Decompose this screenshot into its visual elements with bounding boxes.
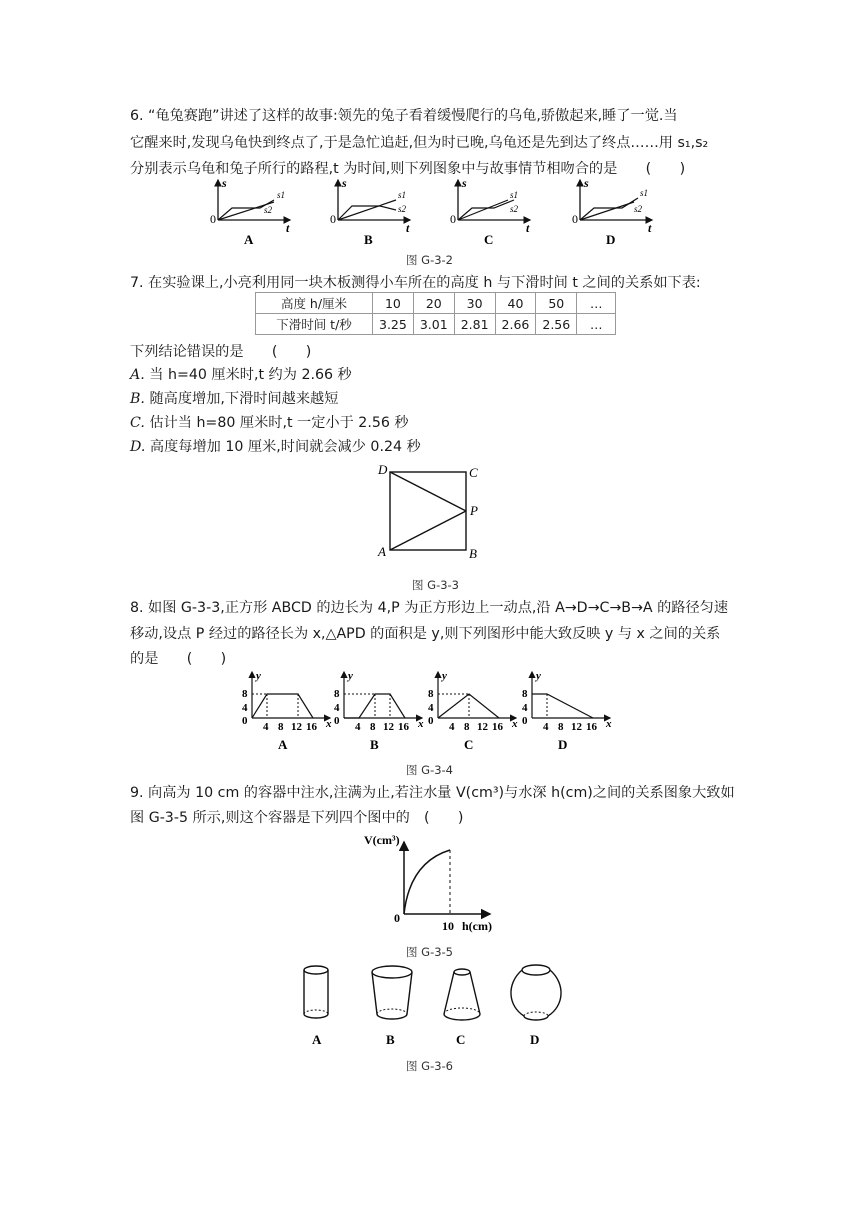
q6-c-origin: 0 xyxy=(450,212,456,226)
q6-b-s2: s2 xyxy=(398,204,407,214)
q8-line-1: 8. 如图 G-3-3,正方形 ABCD 的边长为 4,P 为正方形边上一动点,沿 A→D→C→B→A 的路径匀速 xyxy=(130,600,729,616)
q8-a-label: A xyxy=(278,737,288,752)
table-cell: 下滑时间 t/秒 xyxy=(256,314,373,335)
q6-d-axis-x: t xyxy=(648,221,652,235)
container-a xyxy=(304,966,328,1047)
vertex-p: P xyxy=(470,503,478,518)
svg-text:4: 4 xyxy=(522,702,528,714)
q6-line-1: 6. “龟兔赛跑”讲述了这样的故事:领先的兔子看着缓慢爬行的乌龟,骄傲起来,睡了一觉.当 xyxy=(130,108,678,124)
svg-text:C: C xyxy=(456,1032,466,1047)
table-cell: 2.66 xyxy=(495,314,536,335)
svg-text:12: 12 xyxy=(477,721,488,733)
svg-text:4: 4 xyxy=(543,721,549,733)
svg-text:y: y xyxy=(256,670,261,682)
svg-text:x: x xyxy=(326,718,332,730)
svg-text:y: y xyxy=(536,670,541,682)
table-cell: 3.01 xyxy=(413,314,454,335)
svg-text:x: x xyxy=(606,718,612,730)
q6-graph-c xyxy=(450,176,530,247)
table-cell: 20 xyxy=(413,293,454,314)
q6-c-axis-x: t xyxy=(526,221,530,235)
q6-b-axis-x: t xyxy=(406,221,410,235)
svg-text:8: 8 xyxy=(558,721,564,733)
svg-text:8: 8 xyxy=(370,721,376,733)
svg-text:16: 16 xyxy=(306,721,317,733)
table-cell: 40 xyxy=(495,293,536,314)
q6-line-2: 它醒来时,发现乌龟快到终点了,于是急忙追赶,但为时已晚,乌龟还是先到达了终点……用 s₁,s₂ xyxy=(130,135,709,151)
q8-graph-c xyxy=(428,670,518,752)
table-cell: 10 xyxy=(373,293,414,314)
table-cell: 2.56 xyxy=(536,314,577,335)
q8-graph-a xyxy=(242,670,332,752)
square-figure xyxy=(372,462,488,562)
q6-graphs xyxy=(200,176,740,248)
svg-text:0: 0 xyxy=(522,715,528,727)
q8-line-2: 移动,设点 P 经过的路径长为 x,△APD 的面积是 y,则下列图形中能大致反映 y 与 x 之间的关系 xyxy=(130,626,721,642)
q6-b-label: B xyxy=(364,232,373,247)
q7-table xyxy=(255,292,616,335)
svg-text:16: 16 xyxy=(586,721,597,733)
svg-text:0: 0 xyxy=(242,715,248,727)
q9-containers xyxy=(290,962,580,1052)
q6-graph-d xyxy=(572,176,652,247)
table-cell: 3.25 xyxy=(373,314,414,335)
svg-text:8: 8 xyxy=(334,688,340,700)
q9-line-1: 9. 向高为 10 cm 的容器中注水,注满为止,若注水量 V(cm³)与水深 h(cm)之间的关系图象大致如 xyxy=(130,785,735,801)
svg-text:4: 4 xyxy=(263,721,269,733)
q7-option-b: B. 随高度增加,下滑时间越来越短 xyxy=(130,391,339,407)
q6-graph-a xyxy=(210,176,290,247)
q9-caption-2: 图 G-3-6 xyxy=(406,1059,453,1073)
svg-text:0: 0 xyxy=(428,715,434,727)
svg-text:8: 8 xyxy=(522,688,528,700)
svg-text:16: 16 xyxy=(398,721,409,733)
svg-text:12: 12 xyxy=(291,721,302,733)
q9-line-2: 图 G-3-5 所示,则这个容器是下列四个图中的 ( ) xyxy=(130,810,464,826)
q6-a-axis-y: s xyxy=(222,176,227,190)
q6-a-origin: 0 xyxy=(210,212,216,226)
table-row xyxy=(256,293,616,314)
q6-d-s1: s1 xyxy=(640,188,649,198)
q6-d-axis-y: s xyxy=(584,176,589,190)
table-cell: … xyxy=(577,293,616,314)
q6-d-s2: s2 xyxy=(634,204,643,214)
q7-prompt: 下列结论错误的是 ( ) xyxy=(130,344,312,360)
table-cell: 50 xyxy=(536,293,577,314)
container-b xyxy=(372,966,412,1047)
q7-option-a: A. 当 h=40 厘米时,t 约为 2.66 秒 xyxy=(130,367,352,383)
q6-c-axis-y: s xyxy=(462,176,467,190)
q8-graph-b xyxy=(334,670,424,752)
q6-line-3: 分别表示乌龟和兔子所行的路程,t 为时间,则下列图象中与故事情节相吻合的是 ( ) xyxy=(130,161,686,177)
q8-b-label: B xyxy=(370,737,379,752)
table-cell: 高度 h/厘米 xyxy=(256,293,373,314)
svg-text:16: 16 xyxy=(492,721,503,733)
svg-text:8: 8 xyxy=(464,721,470,733)
svg-text:y: y xyxy=(442,670,447,682)
q7-option-c: C. 估计当 h=80 厘米时,t 一定小于 2.56 秒 xyxy=(130,415,409,431)
svg-text:4: 4 xyxy=(242,702,248,714)
table-cell: … xyxy=(577,314,616,335)
svg-text:8: 8 xyxy=(278,721,284,733)
svg-text:4: 4 xyxy=(449,721,455,733)
q9-origin: 0 xyxy=(394,911,400,925)
q8-d-label: D xyxy=(558,737,568,752)
q6-b-origin: 0 xyxy=(330,212,336,226)
svg-text:y: y xyxy=(348,670,353,682)
svg-text:4: 4 xyxy=(355,721,361,733)
q6-a-s1: s1 xyxy=(277,190,286,200)
q8-caption: 图 G-3-4 xyxy=(406,763,453,777)
q8-graph-d xyxy=(522,670,612,752)
q6-d-origin: 0 xyxy=(572,212,578,226)
vertex-c: C xyxy=(469,465,478,480)
svg-text:x: x xyxy=(512,718,518,730)
svg-text:8: 8 xyxy=(428,688,434,700)
q6-d-label: D xyxy=(606,232,616,247)
q7-option-d: D. 高度每增加 10 厘米,时间就会减少 0.24 秒 xyxy=(130,439,421,455)
q8-line-3: 的是 ( ) xyxy=(130,651,227,667)
vertex-b: B xyxy=(469,546,477,561)
q6-caption: 图 G-3-2 xyxy=(406,253,453,267)
q6-a-s2: s2 xyxy=(264,205,273,215)
table-cell: 30 xyxy=(454,293,495,314)
container-c xyxy=(444,969,480,1047)
svg-text:A: A xyxy=(312,1032,322,1047)
q6-b-s1: s1 xyxy=(398,190,407,200)
q6-graph-b xyxy=(330,176,410,247)
q9-ylabel: V(cm³) xyxy=(364,833,400,847)
vertex-a: A xyxy=(378,544,386,559)
vertex-d: D xyxy=(378,462,388,477)
q9-x10: 10 xyxy=(442,919,454,933)
q6-c-s1: s1 xyxy=(510,190,519,200)
q9-xlabel: h(cm) xyxy=(462,919,492,933)
table-cell: 2.81 xyxy=(454,314,495,335)
svg-text:0: 0 xyxy=(334,715,340,727)
q6-c-s2: s2 xyxy=(510,204,519,214)
q8-graphs xyxy=(240,668,620,754)
q6-a-label: A xyxy=(244,232,254,247)
table-row xyxy=(256,314,616,335)
svg-text:4: 4 xyxy=(334,702,340,714)
container-d xyxy=(511,965,561,1047)
q7-caption: 图 G-3-3 xyxy=(412,578,459,592)
q6-c-label: C xyxy=(484,232,494,247)
q9-caption-1: 图 G-3-5 xyxy=(406,945,453,959)
svg-text:B: B xyxy=(386,1032,395,1047)
q9-graph xyxy=(360,830,500,936)
svg-text:D: D xyxy=(530,1032,540,1047)
q7-line-1: 7. 在实验课上,小亮利用同一块木板测得小车所在的高度 h 与下滑时间 t 之间的关系如下表: xyxy=(130,275,701,291)
svg-text:12: 12 xyxy=(571,721,582,733)
q8-c-label: C xyxy=(464,737,474,752)
svg-text:x: x xyxy=(418,718,424,730)
svg-text:8: 8 xyxy=(242,688,248,700)
svg-text:12: 12 xyxy=(383,721,394,733)
q6-a-axis-x: t xyxy=(286,221,290,235)
svg-text:4: 4 xyxy=(428,702,434,714)
q6-b-axis-y: s xyxy=(342,176,347,190)
